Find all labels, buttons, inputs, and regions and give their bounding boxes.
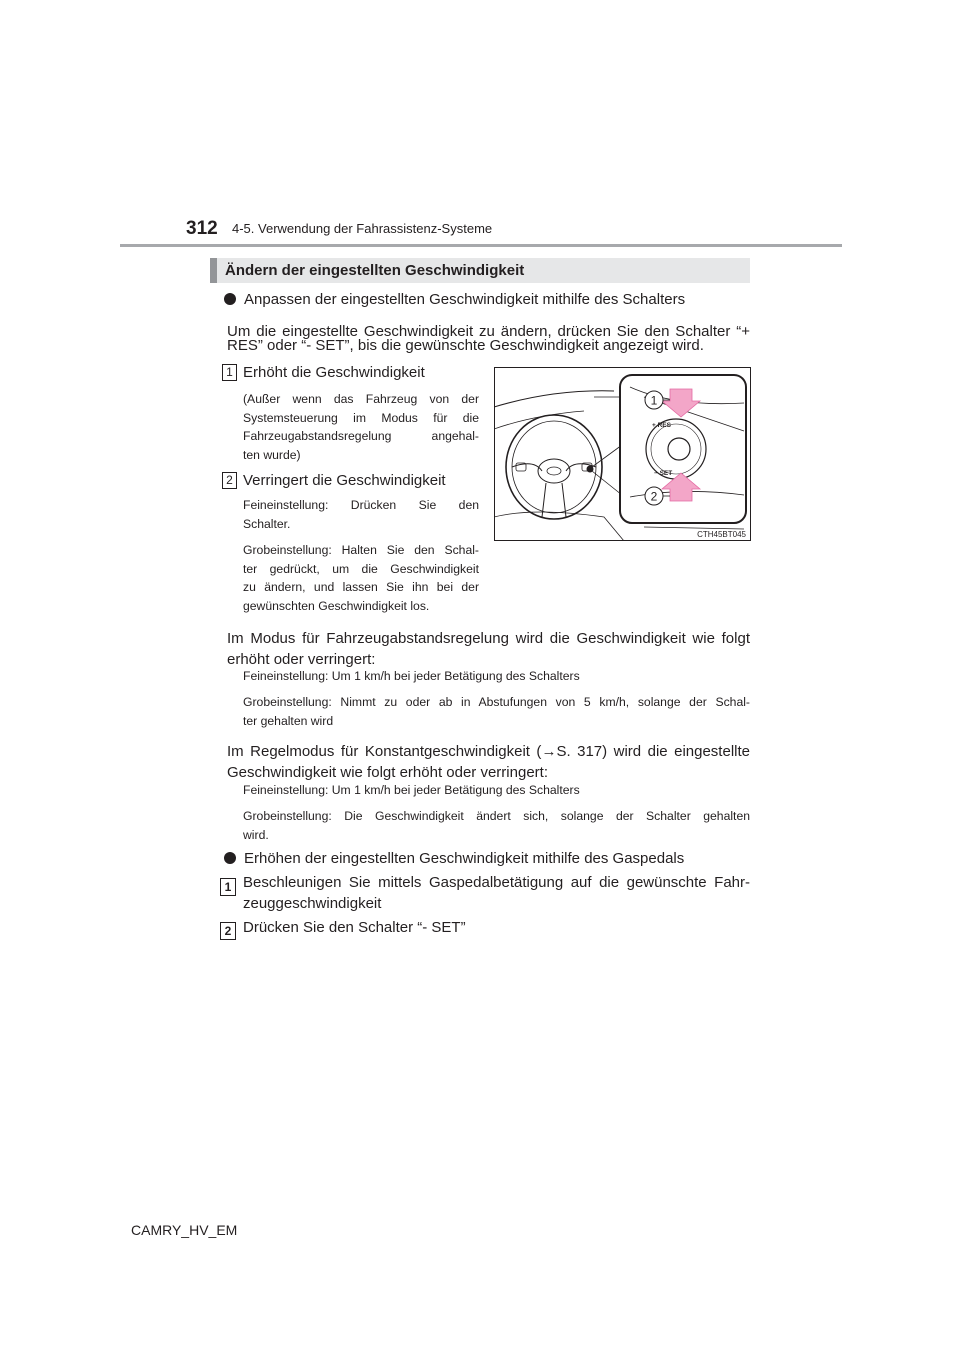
reference-arrow-icon: →: [541, 743, 557, 760]
constant-mode-fine: Feineinstellung: Um 1 km/h bei jeder Betätigung des Schalters: [243, 783, 580, 797]
constant-mode-coarse: Grobeinstellung: Die Geschwindigkeit ändert sich, solange der Schalter gehalten wird.: [243, 809, 750, 842]
distance-mode-coarse: Grobeinstellung: Nimmt zu oder ab in Abstufungen von 5 km/h, solange der Schal- ter gehalten wird: [243, 695, 750, 728]
step-2-text: Drücken Sie den Schalter “- SET”: [243, 919, 466, 936]
section-bar-accent: [210, 258, 217, 283]
item-1-number: 1: [222, 364, 237, 381]
distance-mode-fine: Feineinstellung: Um 1 km/h bei jeder Betätigung des Schalters: [243, 669, 580, 683]
model-code: CAMRY_HV_EM: [131, 1222, 238, 1238]
item-2-number: 2: [222, 472, 237, 489]
bullet-icon: [224, 293, 236, 305]
page-reference[interactable]: S. 317) wird die eingestellte: [556, 743, 750, 760]
item-2-coarse: Grobeinstellung: Halten Sie den Schal- ter gedrückt, um die Geschwindigkeit zu ändern, und lassen Sie ihn bei der gewünschten Geschwindigkeit los.: [243, 543, 479, 613]
section-heading-bar: [210, 258, 750, 283]
callout-2-label: 2: [650, 489, 658, 504]
steering-wheel-illustration: [494, 367, 751, 541]
item-1-notes: (Außer wenn das Fahrzeug von der Systemsteuerung im Modus für die Fahrzeugabstandsregelung angehal- ten wurde): [243, 392, 479, 462]
distance-mode-text: Im Modus für Fahrzeugabstandsregelung wird die Geschwindigkeit wie folgt erhöht oder verringert:: [227, 630, 750, 668]
set-label: − SET: [654, 470, 673, 477]
item-2-fine: Feineinstellung: Drücken Sie den Schalter.: [243, 498, 479, 531]
step-1-number: 1: [220, 878, 236, 896]
figure-code: CTH45BT045: [697, 530, 746, 539]
step-2-number: 2: [220, 922, 236, 940]
bullet-pedal-heading: Erhöhen der eingestellten Geschwindigkeit mithilfe des Gaspedals: [224, 848, 764, 869]
page-number: 312: [186, 218, 218, 239]
section-title: Ändern der eingestellten Geschwindigkeit: [225, 262, 525, 279]
callout-1-label: 1: [650, 393, 658, 408]
item-2-label: Verringert die Geschwindigkeit: [243, 472, 446, 489]
header-rule: [120, 244, 842, 247]
switch-intro-line-1: Um die eingestellte Geschwindigkeit zu ändern, drücken Sie den Schalter “+: [227, 323, 750, 340]
bullet-switch-heading: Anpassen der eingestellten Geschwindigkeit mithilfe des Schalters: [224, 289, 764, 310]
constant-mode-text: Im Regelmodus für Konstantgeschwindigkeit (→S. 317) wird die eingestellte Geschwindigkeit wie folgt erhöht oder verringert:: [227, 743, 750, 781]
chapter-title: 4-5. Verwendung der Fahrassistenz-Systeme: [232, 221, 493, 236]
step-1-text: Beschleunigen Sie mittels Gaspedalbetätigung auf die gewünschte Fahr- zeuggeschwindigkeit: [243, 874, 750, 912]
switch-intro-line-2: RES” oder “- SET”, bis die gewünschte Geschwindigkeit angezeigt wird.: [227, 337, 704, 354]
bullet-icon: [224, 852, 236, 864]
steering-switch-figure: [494, 367, 751, 541]
res-label: + RES: [652, 422, 671, 429]
item-1-label: Erhöht die Geschwindigkeit: [243, 364, 425, 381]
